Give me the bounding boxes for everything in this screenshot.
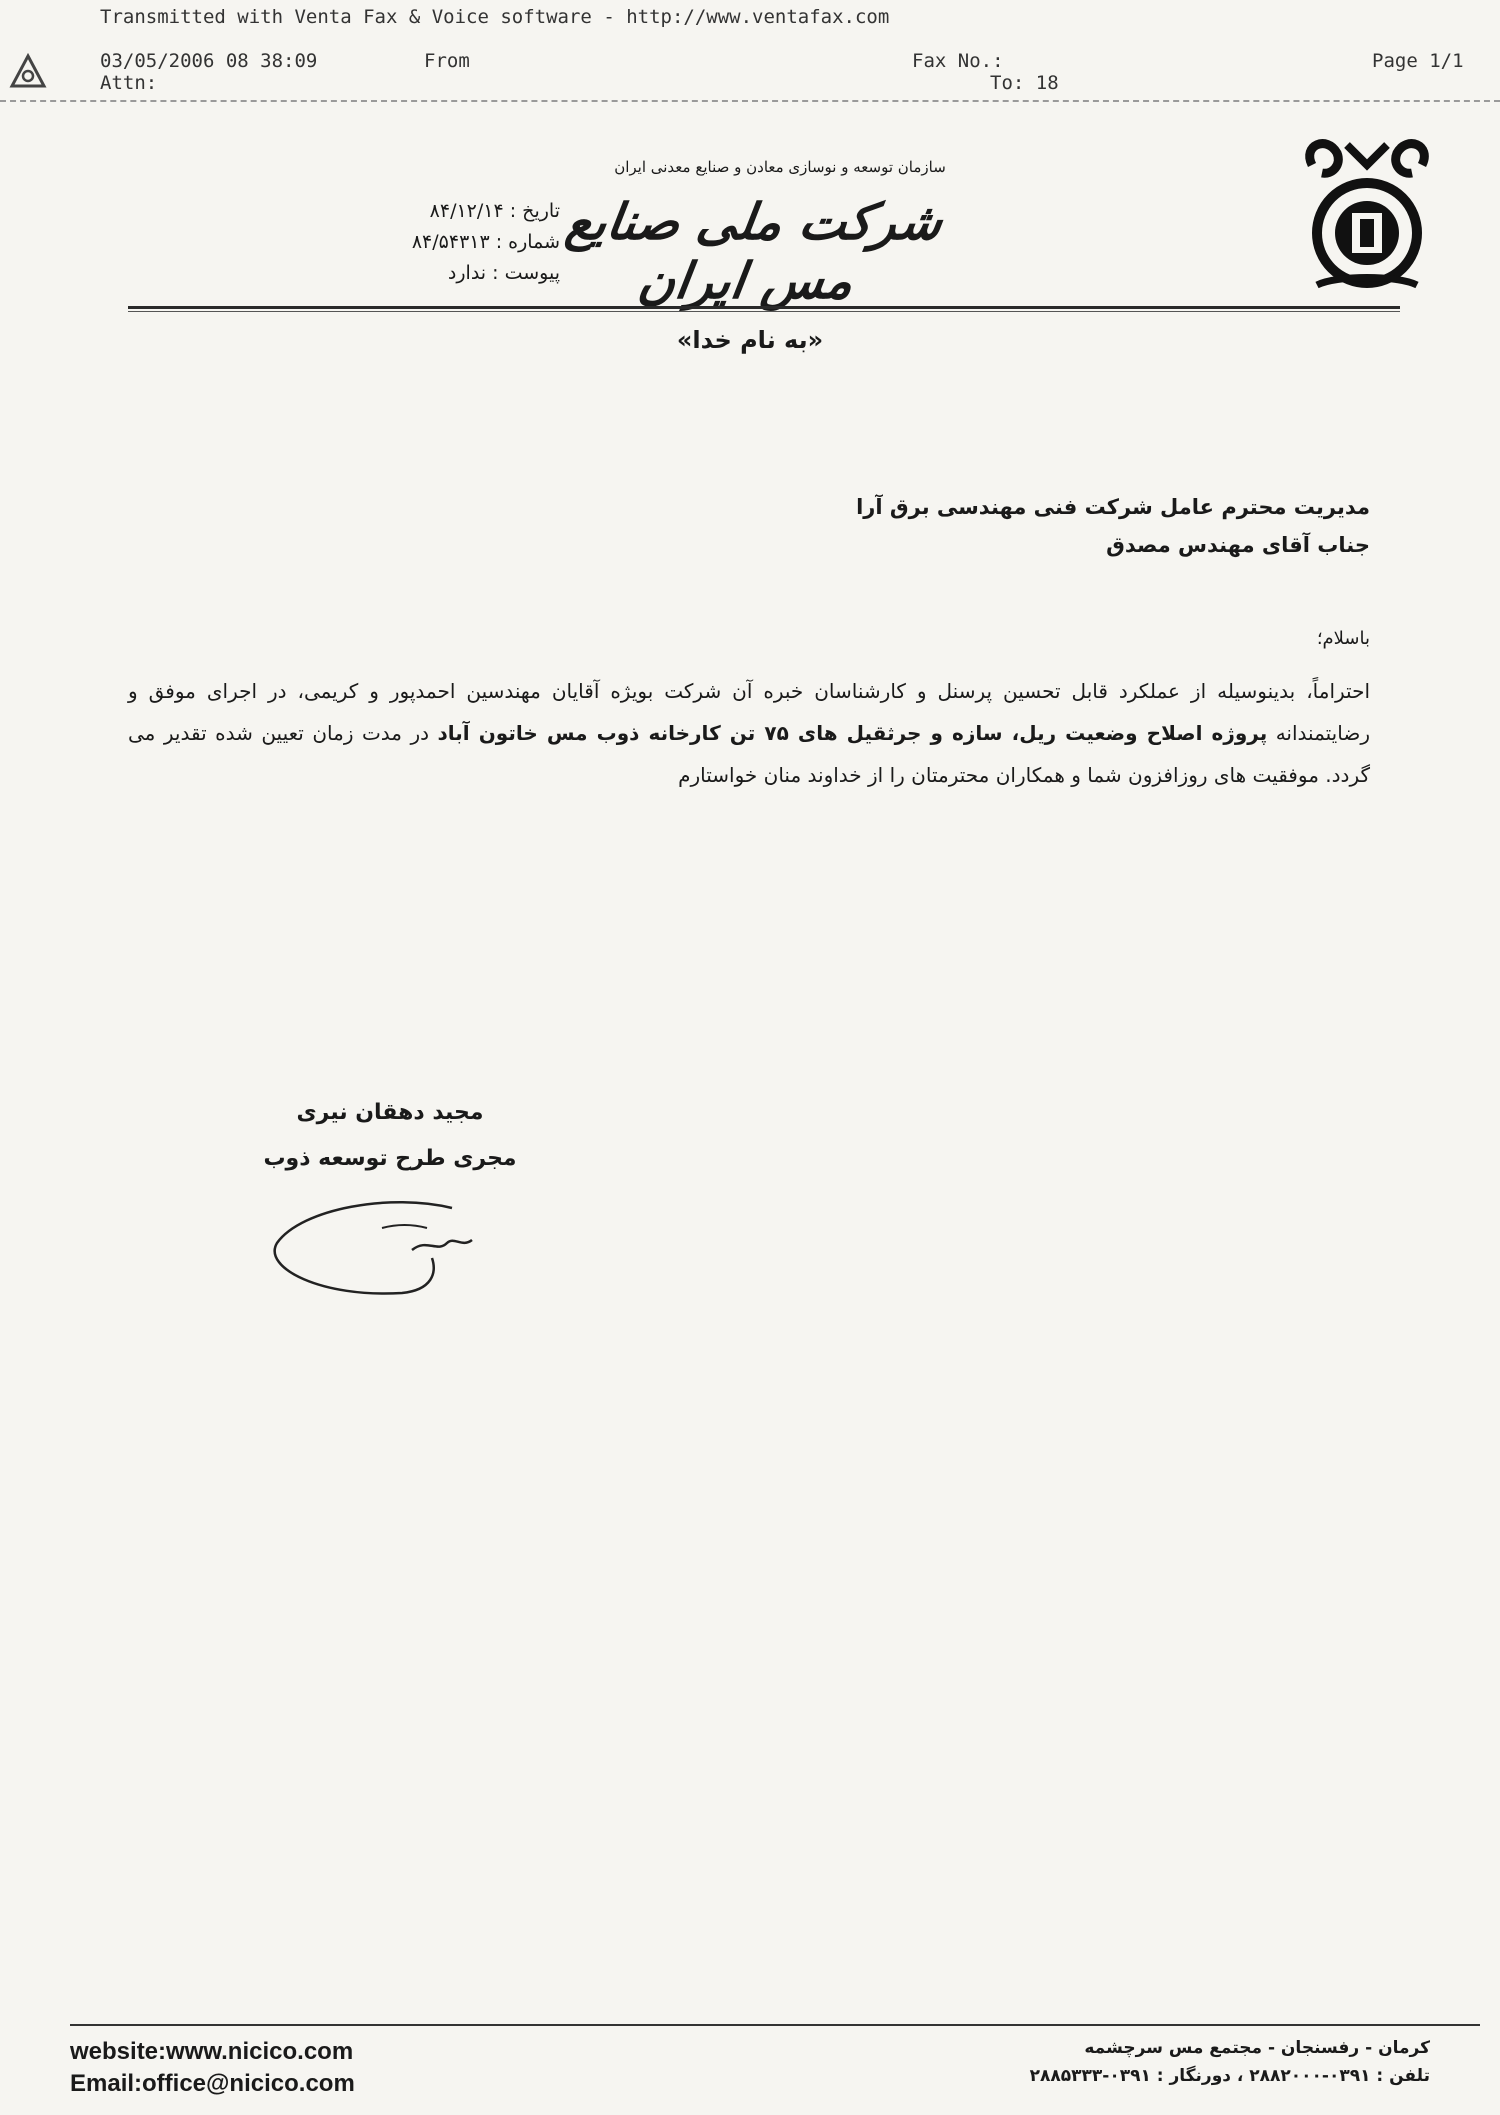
recipient-block — [500, 488, 1370, 564]
body-text-part-2: در مدت زمان تعیین شده تقدیر می گردد. موفقیت های روزافزون شما و همکاران محترمتان را از خداوند منان خواستارم — [128, 721, 1370, 787]
letter-number: شماره : ۸۴/۵۴۳۱۳ — [411, 231, 560, 253]
fax-from-label: From — [424, 50, 470, 72]
footer-divider — [70, 2024, 1480, 2026]
handwritten-signature-icon — [262, 1188, 502, 1318]
footer-website: website:www.nicico.com — [70, 2038, 354, 2065]
letter-meta — [270, 196, 560, 289]
fax-datetime: 03/05/2006 08 38:09 — [100, 50, 318, 72]
organization-line: سازمان توسعه و نوسازی معادن و صنایع معدنی ایران — [614, 158, 946, 176]
company-name: شرکت ملی صنایع مس ایران — [562, 192, 947, 310]
signer-name: مجید دهقان نیری — [296, 1100, 484, 1125]
body-text-part-1: احتراماً، بدینوسیله از عملکرد قابل تحسین پرسنل و کارشناسان خبره آن شرکت بویژه آقایان مهندسین احمدپور و کریمی، در اجرای موفق و رضایتمندانه — [128, 679, 1370, 745]
footer-address: کرمان - رفسنجان - مجتمع مس سرچشمه — [1084, 2038, 1430, 2058]
fax-to-label: To: 18 — [990, 72, 1059, 94]
basmala-heading: «به نام خدا» — [676, 326, 824, 354]
signer-block — [230, 1090, 550, 1182]
fax-attn-label: Attn: — [100, 72, 158, 94]
fax-page-label: Page 1/1 — [1372, 50, 1464, 72]
company-emblem-icon — [1292, 135, 1442, 295]
fax-transmitted-line: Transmitted with Venta Fax & Voice software - http://www.ventafax.com — [100, 6, 890, 28]
fax-header-divider — [0, 100, 1500, 102]
letter-body — [128, 670, 1370, 796]
letterhead-divider-thin — [128, 311, 1400, 312]
footer-phones: تلفن : ۰۳۹۱-۲۸۸۲۰۰۰ ، دورنگار : ۰۳۹۱-۲۸۸۵۳۳۳ — [1029, 2066, 1430, 2086]
fax-software-logo-icon — [8, 52, 48, 92]
letter-date: تاریخ : ۸۴/۱۲/۱۴ — [429, 200, 560, 222]
footer-email: Email:office@nicico.com — [70, 2070, 355, 2097]
footer-contact-web — [70, 2036, 355, 2100]
letterhead-divider — [128, 306, 1400, 309]
signer-title: مجری طرح توسعه ذوب — [263, 1146, 517, 1171]
letter-attachment: پیوست : ندارد — [447, 262, 560, 284]
recipient-line-1: مدیریت محترم عامل شرکت فنی مهندسی برق آرا — [856, 495, 1370, 519]
fax-number-label: Fax No.: — [912, 50, 1004, 72]
body-text-project: پروژه اصلاح وضعیت ریل، سازه و جرثقیل های ۷۵ تن کارخانه ذوب مس خاتون آباد — [437, 721, 1268, 745]
footer-address-block — [800, 2034, 1430, 2090]
greeting: باسلام؛ — [1316, 628, 1370, 649]
recipient-line-2: جناب آقای مهندس مصدق — [1106, 533, 1370, 557]
